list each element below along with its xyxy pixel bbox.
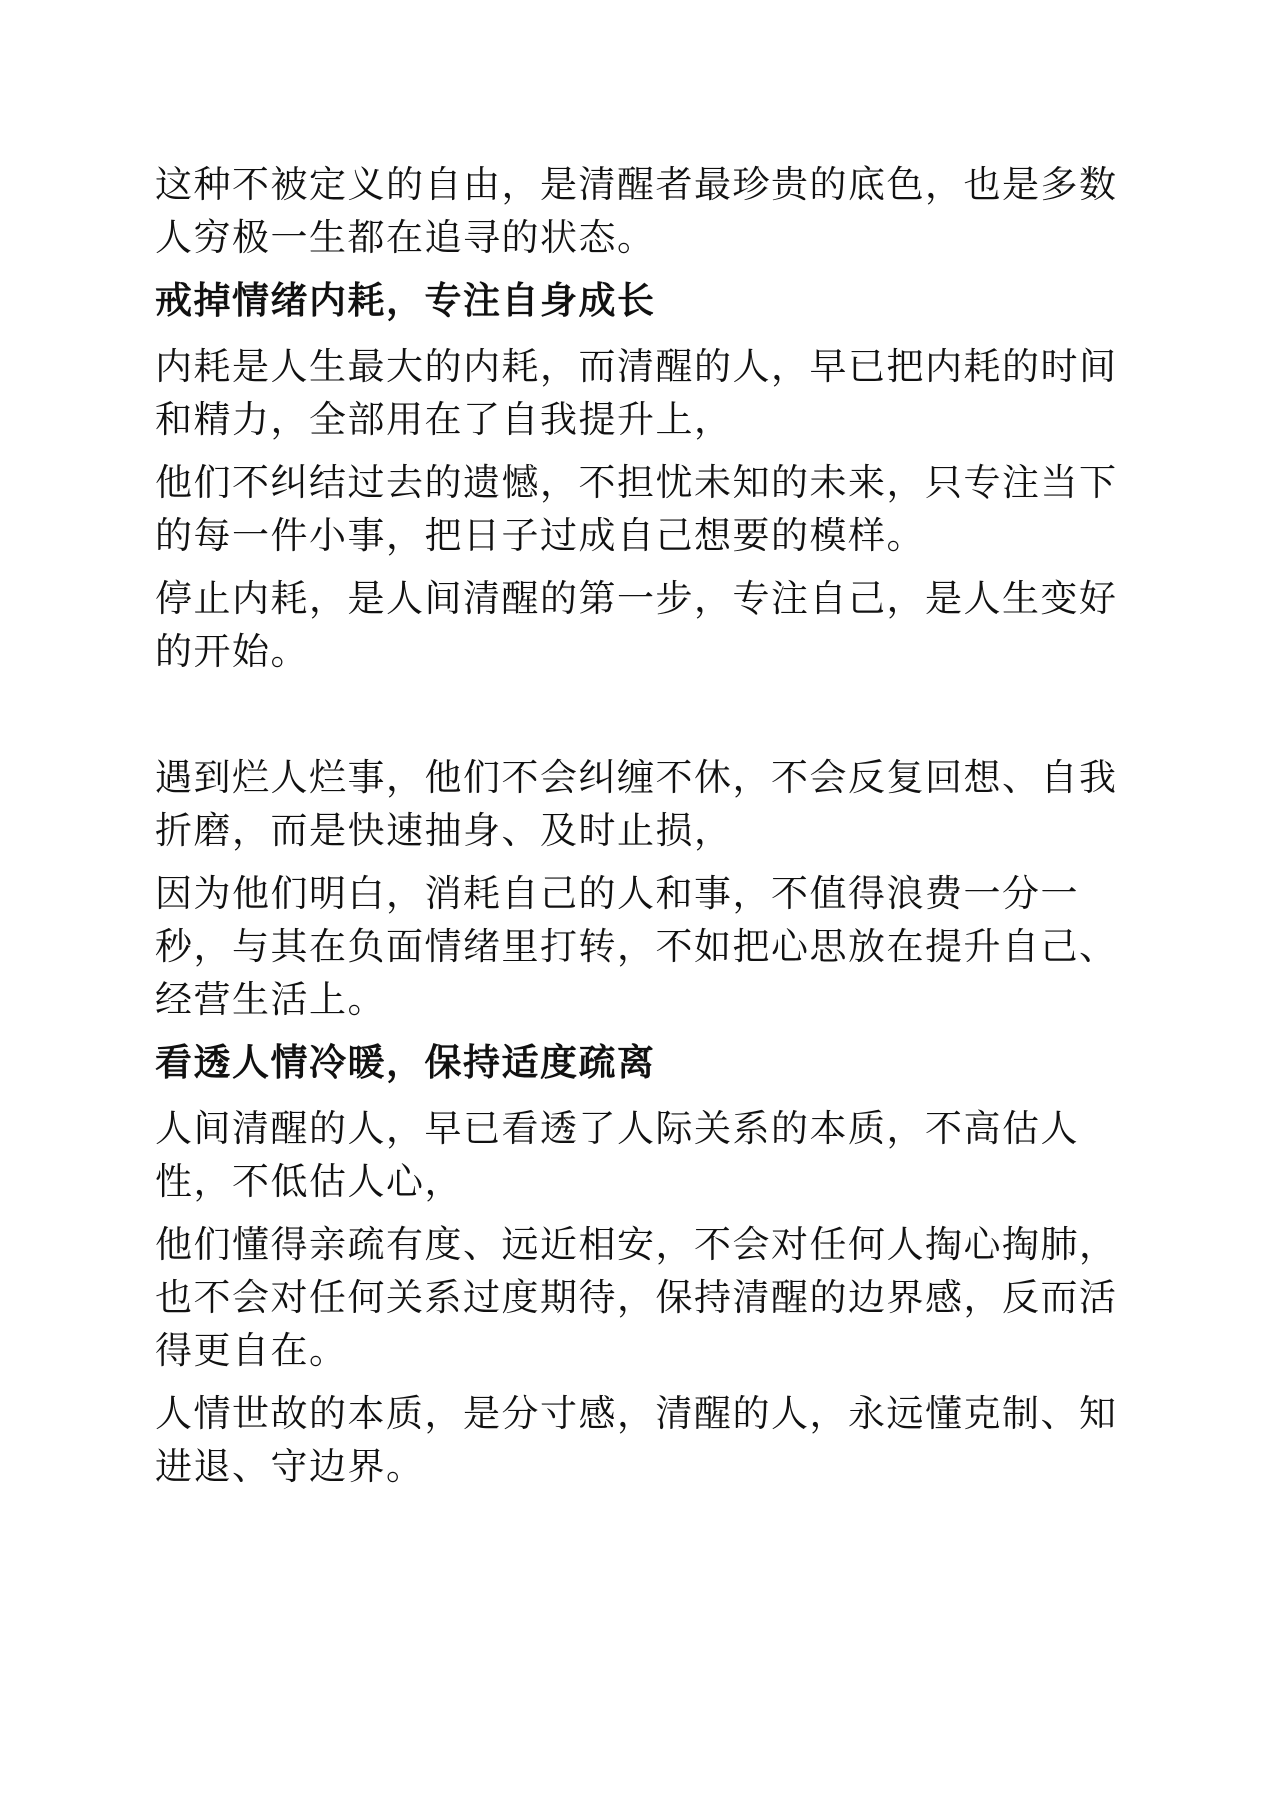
article-body	[155, 158, 1130, 1503]
paragraph-first-step: 停止内耗，是人间清醒的第一步，专注自己，是人生变好的开始。	[155, 577, 1118, 673]
paragraph-human-nature: 人间清醒的人，早已看透了人际关系的本质，不高估人性，不低估人心，	[155, 1107, 1079, 1203]
paragraph-gap	[155, 688, 1130, 751]
paragraph-not-worth: 因为他们明白，消耗自己的人和事，不值得浪费一分一秒，与其在负面情绪里打转，不如把心思放在提升自己、经营生活上。	[155, 872, 1118, 1021]
section-heading-inner-friction: 戒掉情绪内耗，专注自身成长	[155, 279, 656, 322]
paragraph-freedom: 这种不被定义的自由，是清醒者最珍贵的底色，也是多数人穷极一生都在追寻的状态。	[155, 163, 1118, 259]
paragraph-cut-losses: 遇到烂人烂事，他们不会纠缠不休，不会反复回想、自我折磨，而是快速抽身、及时止损，	[155, 756, 1118, 852]
paragraph-present-focus: 他们不纠结过去的遗憾，不担忧未知的未来，只专注当下的每一件小事，把日子过成自己想要的模样。	[155, 461, 1118, 557]
paragraph-sense-of-measure: 人情世故的本质，是分寸感，清醒的人，永远懂克制、知进退、守边界。	[155, 1392, 1118, 1488]
paragraph-inner-friction: 内耗是人生最大的内耗，而清醒的人，早已把内耗的时间和精力，全部用在了自我提升上，	[155, 345, 1118, 441]
paragraph-boundaries: 他们懂得亲疏有度、远近相安，不会对任何人掏心掏肺，也不会对任何关系过度期待，保持清醒的边界感，反而活得更自在。	[155, 1223, 1118, 1372]
section-heading-relationships: 看透人情冷暖，保持适度疏离	[155, 1041, 656, 1084]
